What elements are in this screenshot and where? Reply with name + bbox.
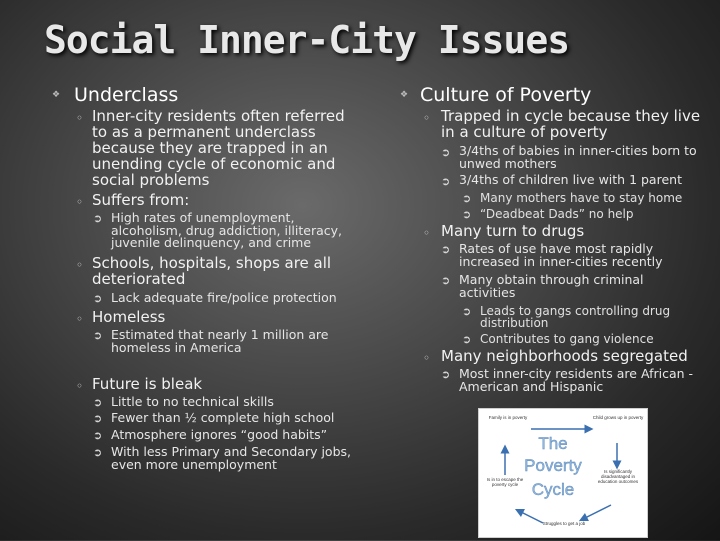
arrow-bullet-icon: ➲	[93, 292, 103, 305]
cycle-title-line: Cycle	[531, 480, 575, 499]
arrow-bullet-icon: ➲	[441, 368, 451, 381]
arrow-bullet-icon: ➲	[441, 175, 451, 188]
right-item-text: Many turn to drugs	[441, 222, 585, 240]
slide-title: Social Inner-City Issues	[44, 18, 570, 62]
left-subitem-text: Atmosphere ignores “good habits”	[111, 427, 328, 442]
left-heading: Underclass	[74, 84, 179, 106]
right-heading: Culture of Poverty	[420, 84, 592, 106]
arrow-bullet-icon: ➲	[462, 333, 472, 346]
right-subsubitem-text: Contributes to gang violence	[480, 332, 654, 346]
poverty-cycle-diagram	[478, 408, 648, 538]
arrow-bullet-icon: ➲	[93, 212, 103, 225]
arrow-bullet-icon: ➲	[462, 192, 472, 205]
arrow-bullet-icon: ➲	[441, 146, 451, 159]
right-subitem-text: 3/4ths of babies in inner-cities born to unwed mothers	[459, 143, 697, 171]
arrow-bullet-icon: ➲	[93, 329, 103, 342]
arrow-bullet-icon: ➲	[462, 305, 472, 318]
left-item-text: Future is bleak	[92, 375, 203, 393]
ring-bullet-icon: ◦	[76, 312, 84, 326]
left-subitem-text: Fewer than ½ complete high school	[111, 410, 335, 425]
left-subitem-text: High rates of unemployment, alcoholism, drug addiction, illiteracy, juvenile delinquency, and crime	[111, 210, 342, 250]
ring-bullet-icon: ◦	[423, 111, 431, 125]
arrow-bullet-icon: ➲	[93, 446, 103, 459]
cycle-node: Is in to escape the poverty cycle	[486, 477, 524, 487]
right-item-text: Many neighborhoods segregated	[441, 347, 688, 365]
left-subitem-text: With less Primary and Secondary jobs, even more unemployment	[111, 444, 351, 472]
right-item-text: Trapped in cycle because they live in a culture of poverty	[441, 107, 701, 141]
left-item-text: Homeless	[92, 308, 166, 326]
cycle-title-line: Poverty	[524, 456, 582, 475]
cycle-arrow	[583, 505, 611, 519]
ring-bullet-icon: ◦	[423, 226, 431, 240]
ring-bullet-icon: ◦	[423, 351, 431, 365]
arrow-bullet-icon: ➲	[462, 208, 472, 221]
cycle-node: Is significantly disadvantaged in education outcomes	[597, 469, 639, 484]
right-subitem-text: 3/4ths of children live with 1 parent	[459, 172, 682, 187]
right-subsubitem-text: Many mothers have to stay home	[480, 191, 683, 205]
ring-bullet-icon: ◦	[76, 258, 84, 272]
left-subitem-text: Little to no technical skills	[111, 394, 274, 409]
ring-bullet-icon: ◦	[76, 379, 84, 393]
cycle-node: Struggles to get a job	[542, 521, 586, 526]
arrow-bullet-icon: ➲	[441, 274, 451, 287]
left-subitem-text: Lack adequate fire/police protection	[111, 290, 337, 305]
bullet-icon: ❖	[400, 90, 409, 100]
right-subitem-text: Most inner-city residents are African -American and Hispanic	[459, 366, 694, 394]
right-subitem-text: Many obtain through criminal activities	[459, 272, 644, 300]
right-subsubitem-text: Leads to gangs controlling drug distribution	[480, 304, 671, 330]
cycle-node: Family is in poverty	[488, 415, 528, 420]
ring-bullet-icon: ◦	[76, 111, 84, 125]
right-subsubitem-text: “Deadbeat Dads” no help	[480, 207, 634, 221]
arrow-bullet-icon: ➲	[93, 412, 103, 425]
left-item-text: Suffers from:	[92, 191, 190, 209]
left-item-text: Schools, hospitals, shops are all deteriorated	[92, 254, 332, 288]
ring-bullet-icon: ◦	[76, 195, 84, 209]
arrow-bullet-icon: ➲	[441, 243, 451, 256]
right-subitem-text: Rates of use have most rapidly increased in inner-cities recently	[459, 241, 663, 269]
bullet-icon: ❖	[52, 90, 61, 100]
cycle-title-line: The	[538, 434, 568, 453]
left-item-text: Inner-city residents often referred to as a permanent underclass because they are trapped in an unending cycle of economic and social problems	[92, 107, 345, 189]
arrow-bullet-icon: ➲	[93, 429, 103, 442]
left-subitem-text: Estimated that nearly 1 million are homeless in America	[111, 327, 329, 355]
arrow-bullet-icon: ➲	[93, 396, 103, 409]
cycle-node: Child grows up in poverty	[592, 415, 644, 420]
